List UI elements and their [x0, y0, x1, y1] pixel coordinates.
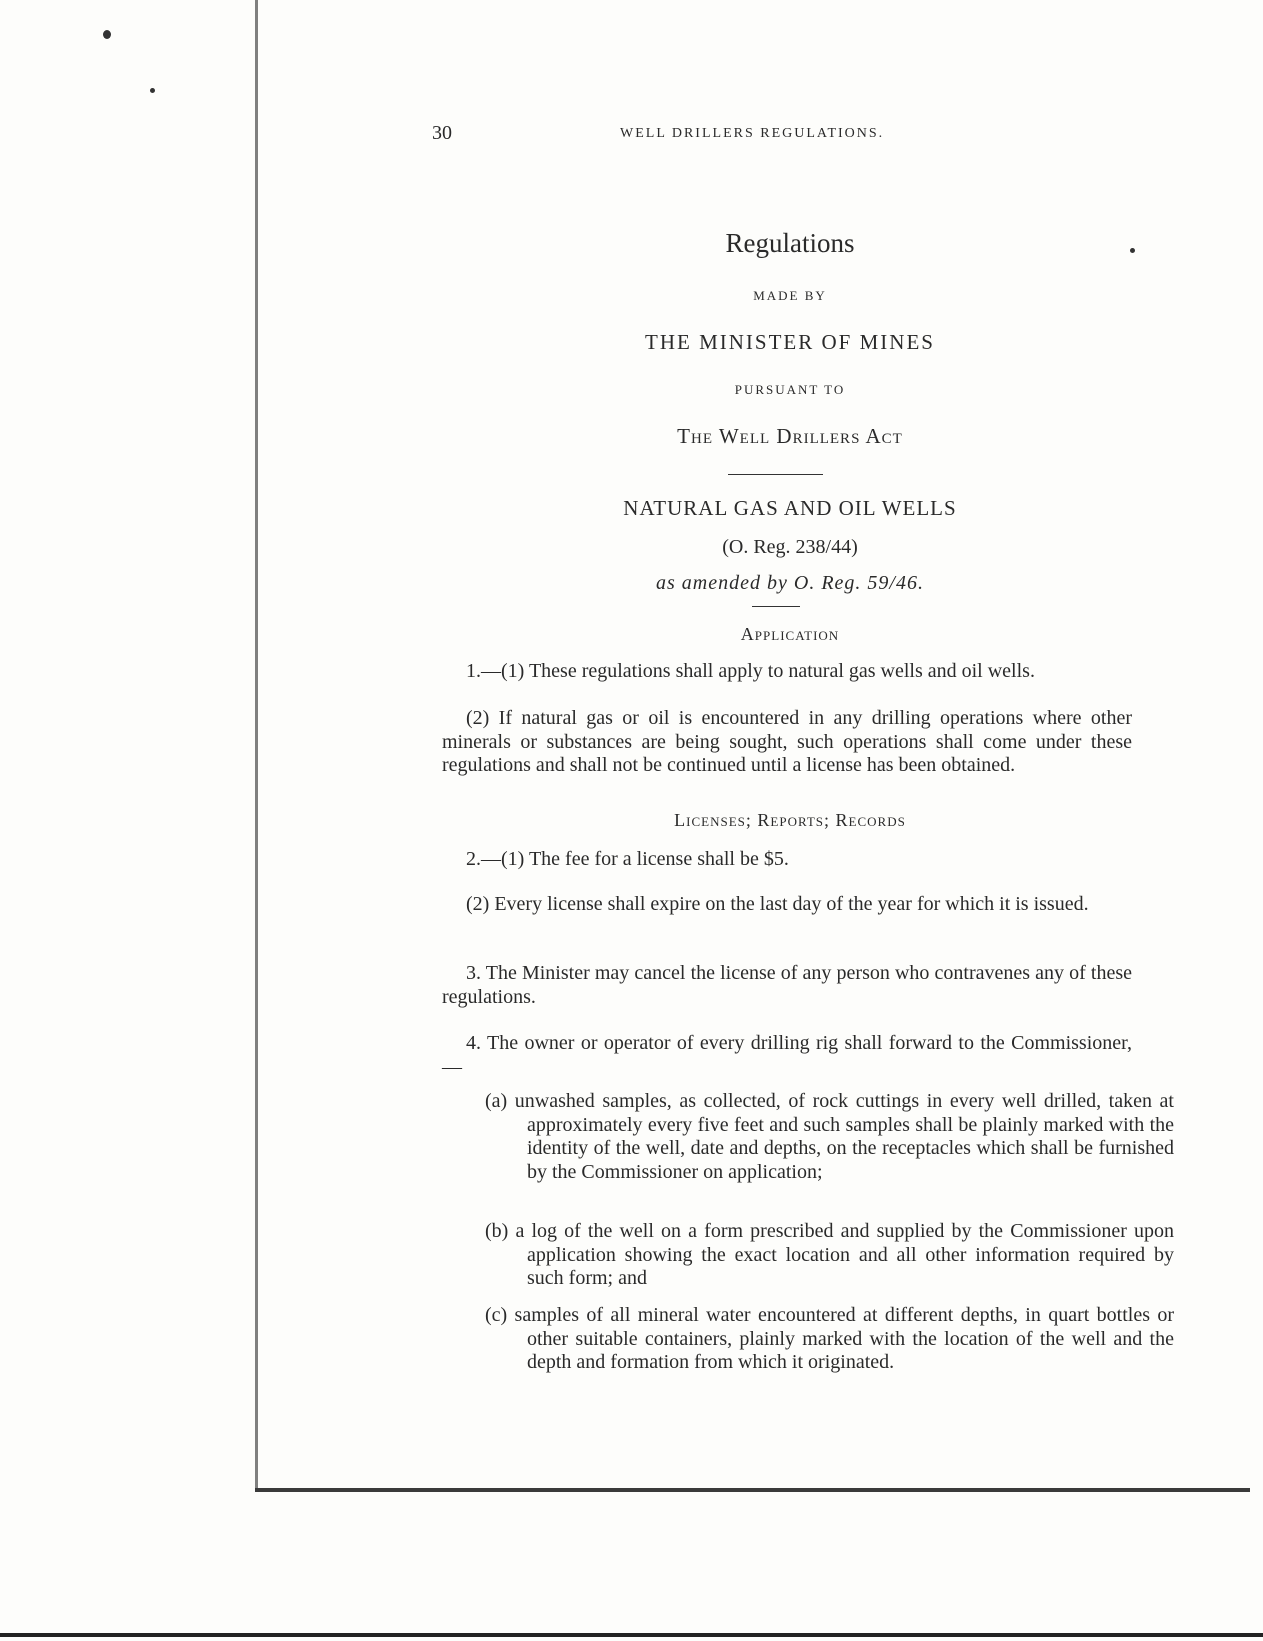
section-3: 3. The Minister may cancel the license of any person who contravenes any of these regulations. — [442, 962, 1132, 1008]
section-4-c: (c) samples of all mineral water encountered at different depths, in quart bottles or other suitable containers, plainly marked with the location of the well and the depth and formation from which it originated. — [485, 1304, 1174, 1373]
authority: THE MINISTER OF MINES — [645, 330, 935, 354]
divider — [752, 606, 800, 607]
heading-licenses: Licenses; Reports; Records — [674, 810, 906, 830]
section-1-2: (2) If natural gas or oil is encountered in any drilling operations where other minerals or substances are being sought, such operations shall come under these regulations and shall not be continued until a license has been obtained. — [442, 707, 1132, 776]
section-4-a: (a) unwashed samples, as collected, of rock cuttings in every well drilled, taken at approximately every five feet and such samples shall be plainly marked with the identity of the well, date and depths, on the receptacles which shall be furnished by the Commissioner on application; — [485, 1090, 1174, 1183]
section-1-1: 1.—(1) These regulations shall apply to natural gas wells and oil wells. — [466, 660, 1035, 682]
divider — [728, 474, 823, 475]
section-4: 4. The owner or operator of every drilling rig shall forward to the Commissioner,— — [442, 1032, 1132, 1078]
regulation-number: (O. Reg. 238/44) — [722, 536, 858, 558]
subject: NATURAL GAS AND OIL WELLS — [623, 496, 957, 520]
pursuant-to: PURSUANT TO — [734, 382, 846, 397]
scan-bottom-edge — [255, 1488, 1250, 1492]
document-title: Regulations — [725, 228, 855, 258]
made-by: MADE BY — [753, 288, 827, 303]
section-2-1: 2.—(1) The fee for a license shall be $5. — [466, 848, 789, 870]
page-number: 30 — [432, 122, 452, 144]
section-2-2: (2) Every license shall expire on the last day of the year for which it is issued. — [466, 893, 1089, 915]
amendment: as amended by O. Reg. 59/46. — [656, 572, 924, 594]
scan-speck — [103, 30, 111, 39]
heading-application: Application — [740, 624, 840, 644]
running-title: WELL DRILLERS REGULATIONS. — [620, 126, 885, 141]
scan-bottom-line — [0, 1633, 1263, 1637]
scan-speck — [150, 88, 155, 93]
act-name: The Well Drillers Act — [677, 424, 903, 448]
section-4-b: (b) a log of the well on a form prescribed and supplied by the Commissioner upon application showing the exact location and all other information required by such form; and — [485, 1220, 1174, 1289]
scan-left-edge — [255, 0, 258, 1490]
